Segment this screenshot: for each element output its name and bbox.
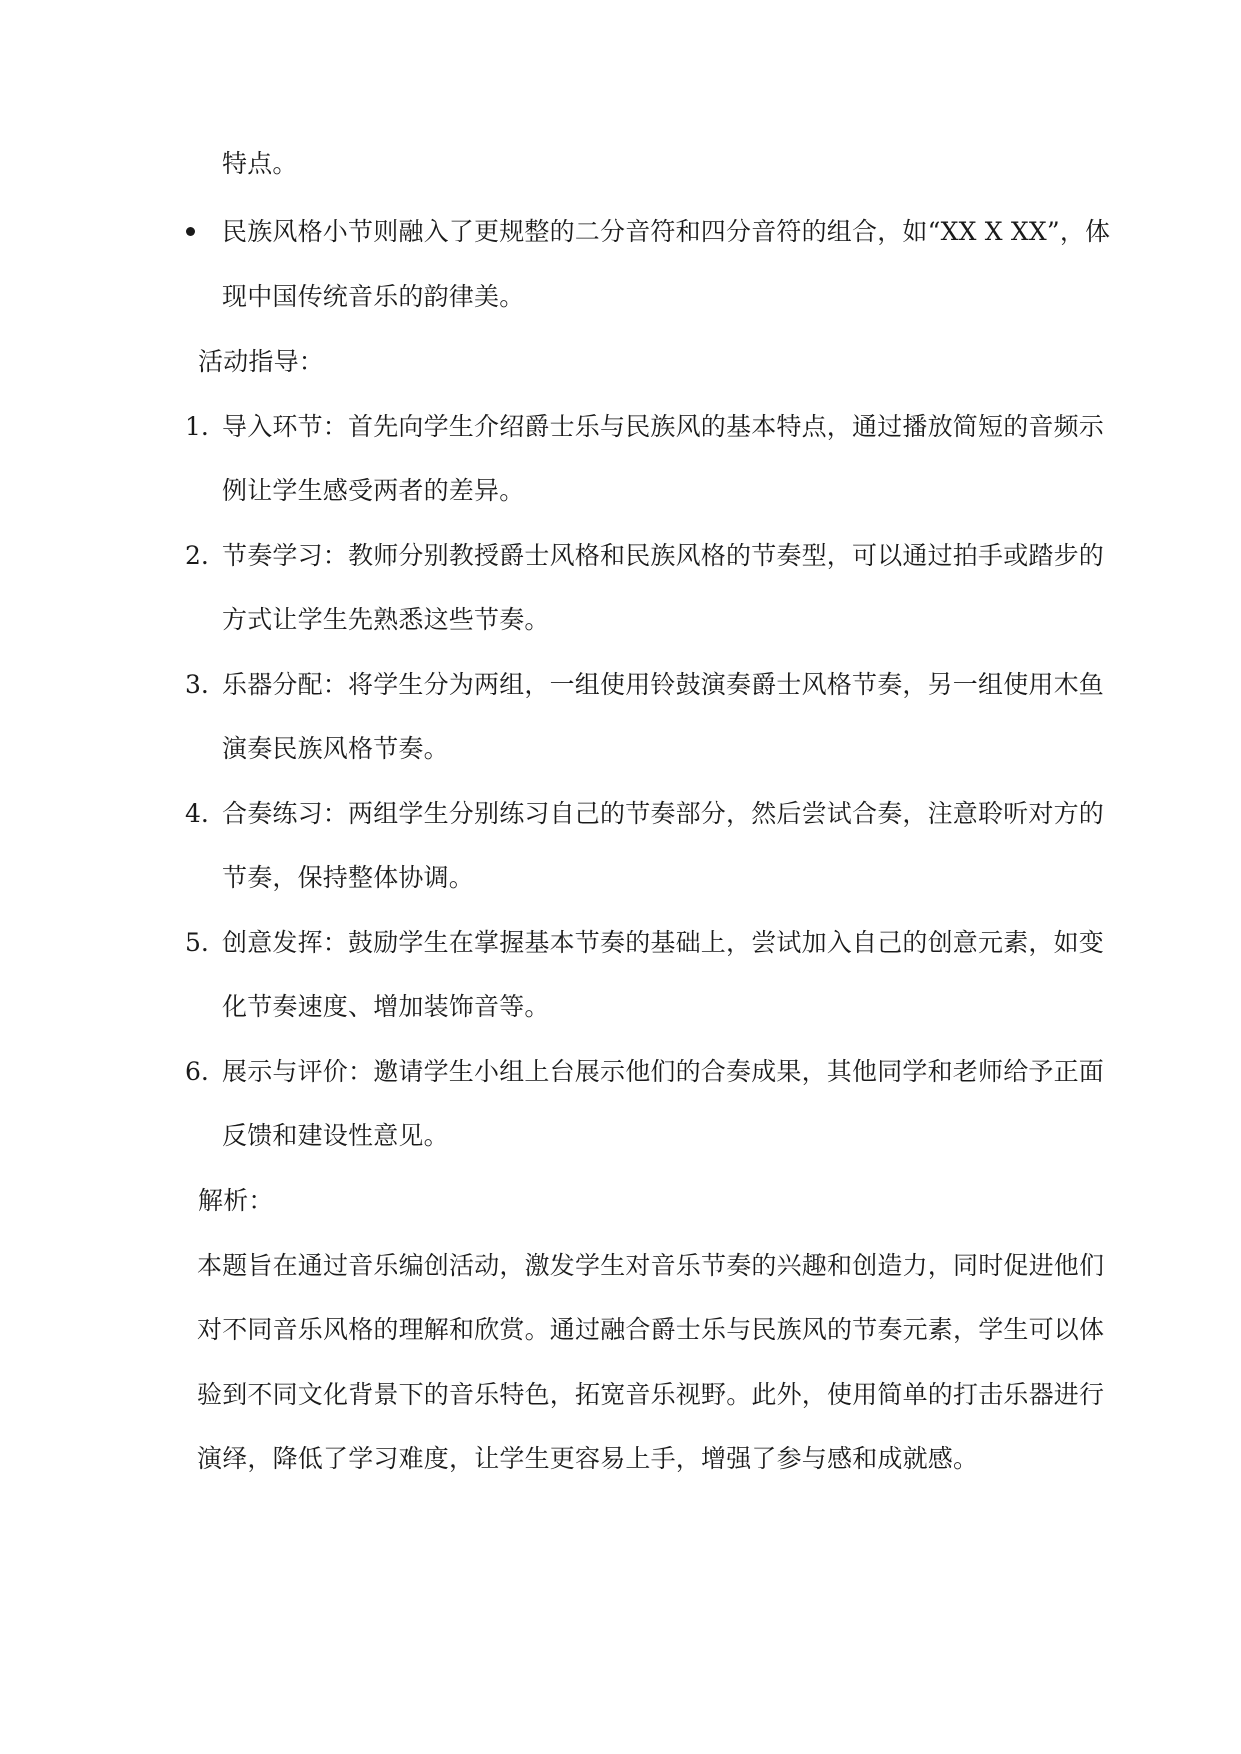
- bullet-item-line-1: 民族风格小节则融入了更规整的二分音符和四分音符的组合，如“XX X XX”，体: [222, 217, 1111, 246]
- step-line-1: 节奏学习：教师分别教授爵士风格和民族风格的节奏型，可以通过拍手或踏步的: [222, 541, 1105, 570]
- step-number: 6.: [185, 1057, 209, 1086]
- step-line-1: 导入环节：首先向学生介绍爵士乐与民族风的基本特点，通过播放简短的音频示: [222, 412, 1105, 441]
- step-number: 4.: [185, 799, 209, 828]
- analysis-line-1: 本题旨在通过音乐编创活动，激发学生对音乐节奏的兴趣和创造力，同时促进他们: [197, 1251, 1105, 1280]
- continuation-text: 特点。: [222, 149, 298, 178]
- analysis-line-4: 演绎，降低了学习难度，让学生更容易上手，增强了参与感和成就感。: [197, 1444, 979, 1473]
- bullet-item-line-2: 现中国传统音乐的韵律美。: [222, 282, 525, 311]
- step-line-2: 方式让学生先熟悉这些节奏。: [222, 605, 550, 634]
- step-line-1: 创意发挥：鼓励学生在掌握基本节奏的基础上，尝试加入自己的创意元素，如变: [222, 928, 1105, 957]
- step-line-2: 演奏民族风格节奏。: [222, 734, 449, 763]
- step-number: 5.: [185, 928, 209, 957]
- step-number: 2.: [185, 541, 209, 570]
- analysis-line-3: 验到不同文化背景下的音乐特色，拓宽音乐视野。此外，使用简单的打击乐器进行: [197, 1380, 1105, 1409]
- step-line-2: 例让学生感受两者的差异。: [222, 476, 525, 505]
- analysis-line-2: 对不同音乐风格的理解和欣赏。通过融合爵士乐与民族风的节奏元素，学生可以体: [197, 1315, 1105, 1344]
- analysis-heading: 解析：: [198, 1186, 274, 1215]
- step-number: 1.: [185, 412, 209, 441]
- step-line-2: 反馈和建设性意见。: [222, 1121, 449, 1150]
- activity-heading: 活动指导：: [198, 347, 325, 376]
- step-line-1: 乐器分配：将学生分为两组，一组使用铃鼓演奏爵士风格节奏，另一组使用木鱼: [222, 670, 1105, 699]
- step-line-2: 化节奏速度、增加装饰音等。: [222, 992, 550, 1021]
- step-number: 3.: [185, 670, 209, 699]
- step-line-1: 展示与评价：邀请学生小组上台展示他们的合奏成果，其他同学和老师给予正面: [222, 1057, 1105, 1086]
- step-line-1: 合奏练习：两组学生分别练习自己的节奏部分，然后尝试合奏，注意聆听对方的: [222, 799, 1105, 828]
- bullet-point-icon: [186, 227, 195, 236]
- step-line-2: 节奏，保持整体协调。: [222, 863, 475, 892]
